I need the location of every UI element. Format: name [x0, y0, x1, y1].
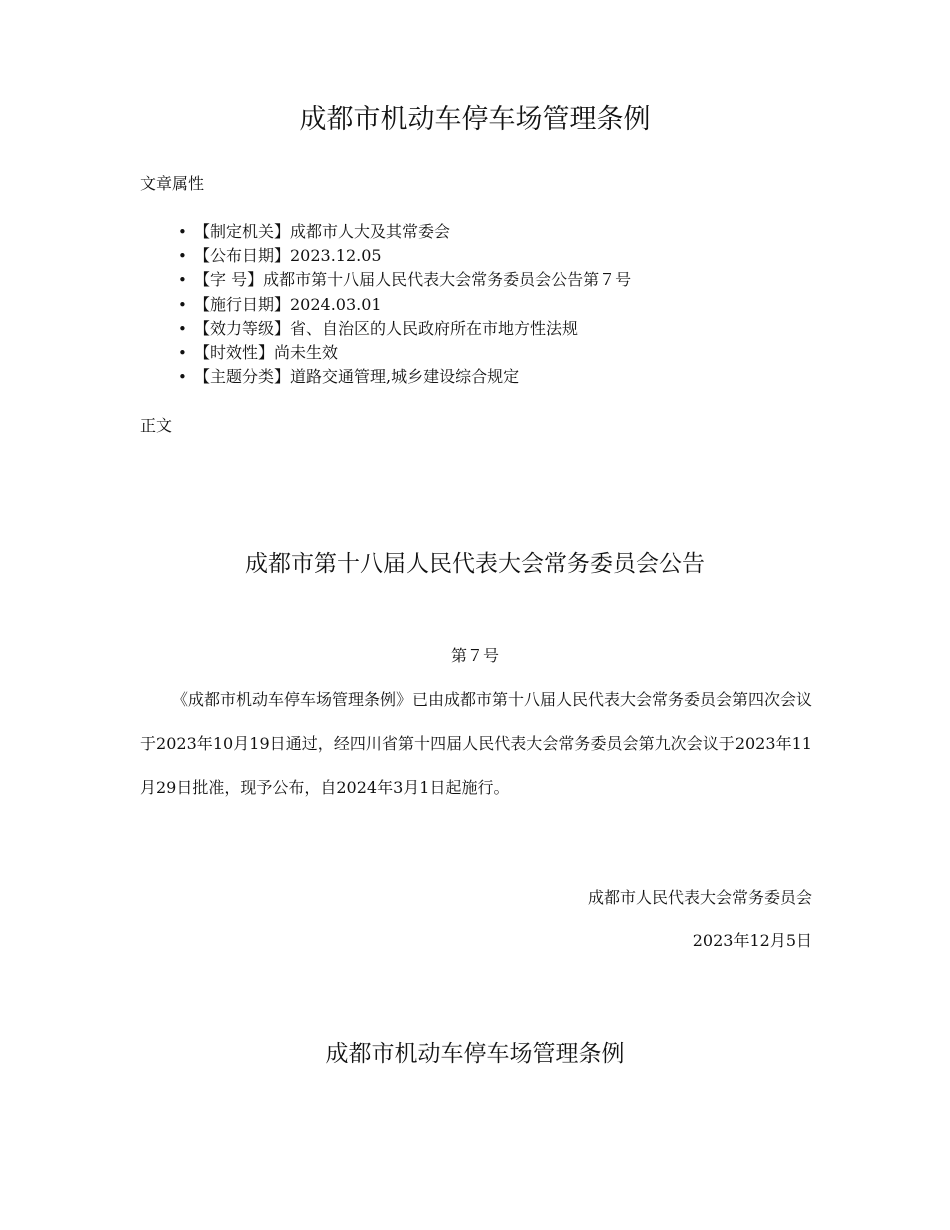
attributes-label: 文章属性 — [140, 174, 205, 193]
attribute-issuing-authority: • 【制定机关】成都市人大及其常委会 — [178, 220, 631, 244]
regulation-title: 成都市机动车停车场管理条例 — [325, 1041, 625, 1067]
notice-title: 成都市第十八届人民代表大会常务委员会公告 — [245, 551, 705, 577]
attribute-document-number: • 【字 号】成都市第十八届人民代表大会常务委员会公告第７号 — [178, 268, 631, 292]
notice-paragraph: 《成都市机动车停车场管理条例》已由成都市第十八届人民代表大会常务委员会第四次会议于2023年10月19日通过，经四川省第十四届人民代表大会常务委员会第九次会议于2023年11月29日批准，现予公布，自2024年3月1日起施行。 — [140, 690, 813, 797]
body-label: 正文 — [140, 416, 173, 435]
attribute-legal-level: • 【效力等级】省、自治区的人民政府所在市地方性法规 — [178, 317, 631, 341]
attributes-list — [178, 220, 631, 389]
attribute-subject-category: • 【主题分类】道路交通管理,城乡建设综合规定 — [178, 365, 631, 389]
notice-date: 2023年12月5日 — [692, 931, 812, 950]
attribute-publish-date: • 【公布日期】2023.12.05 — [178, 244, 631, 268]
attribute-validity-status: • 【时效性】尚未生效 — [178, 341, 631, 365]
attribute-effective-date: • 【施行日期】2024.03.01 — [178, 293, 631, 317]
notice-issuer: 成都市人民代表大会常务委员会 — [587, 888, 812, 907]
document-title: 成都市机动车停车场管理条例 — [299, 104, 651, 135]
notice-number: 第７号 — [450, 646, 499, 665]
